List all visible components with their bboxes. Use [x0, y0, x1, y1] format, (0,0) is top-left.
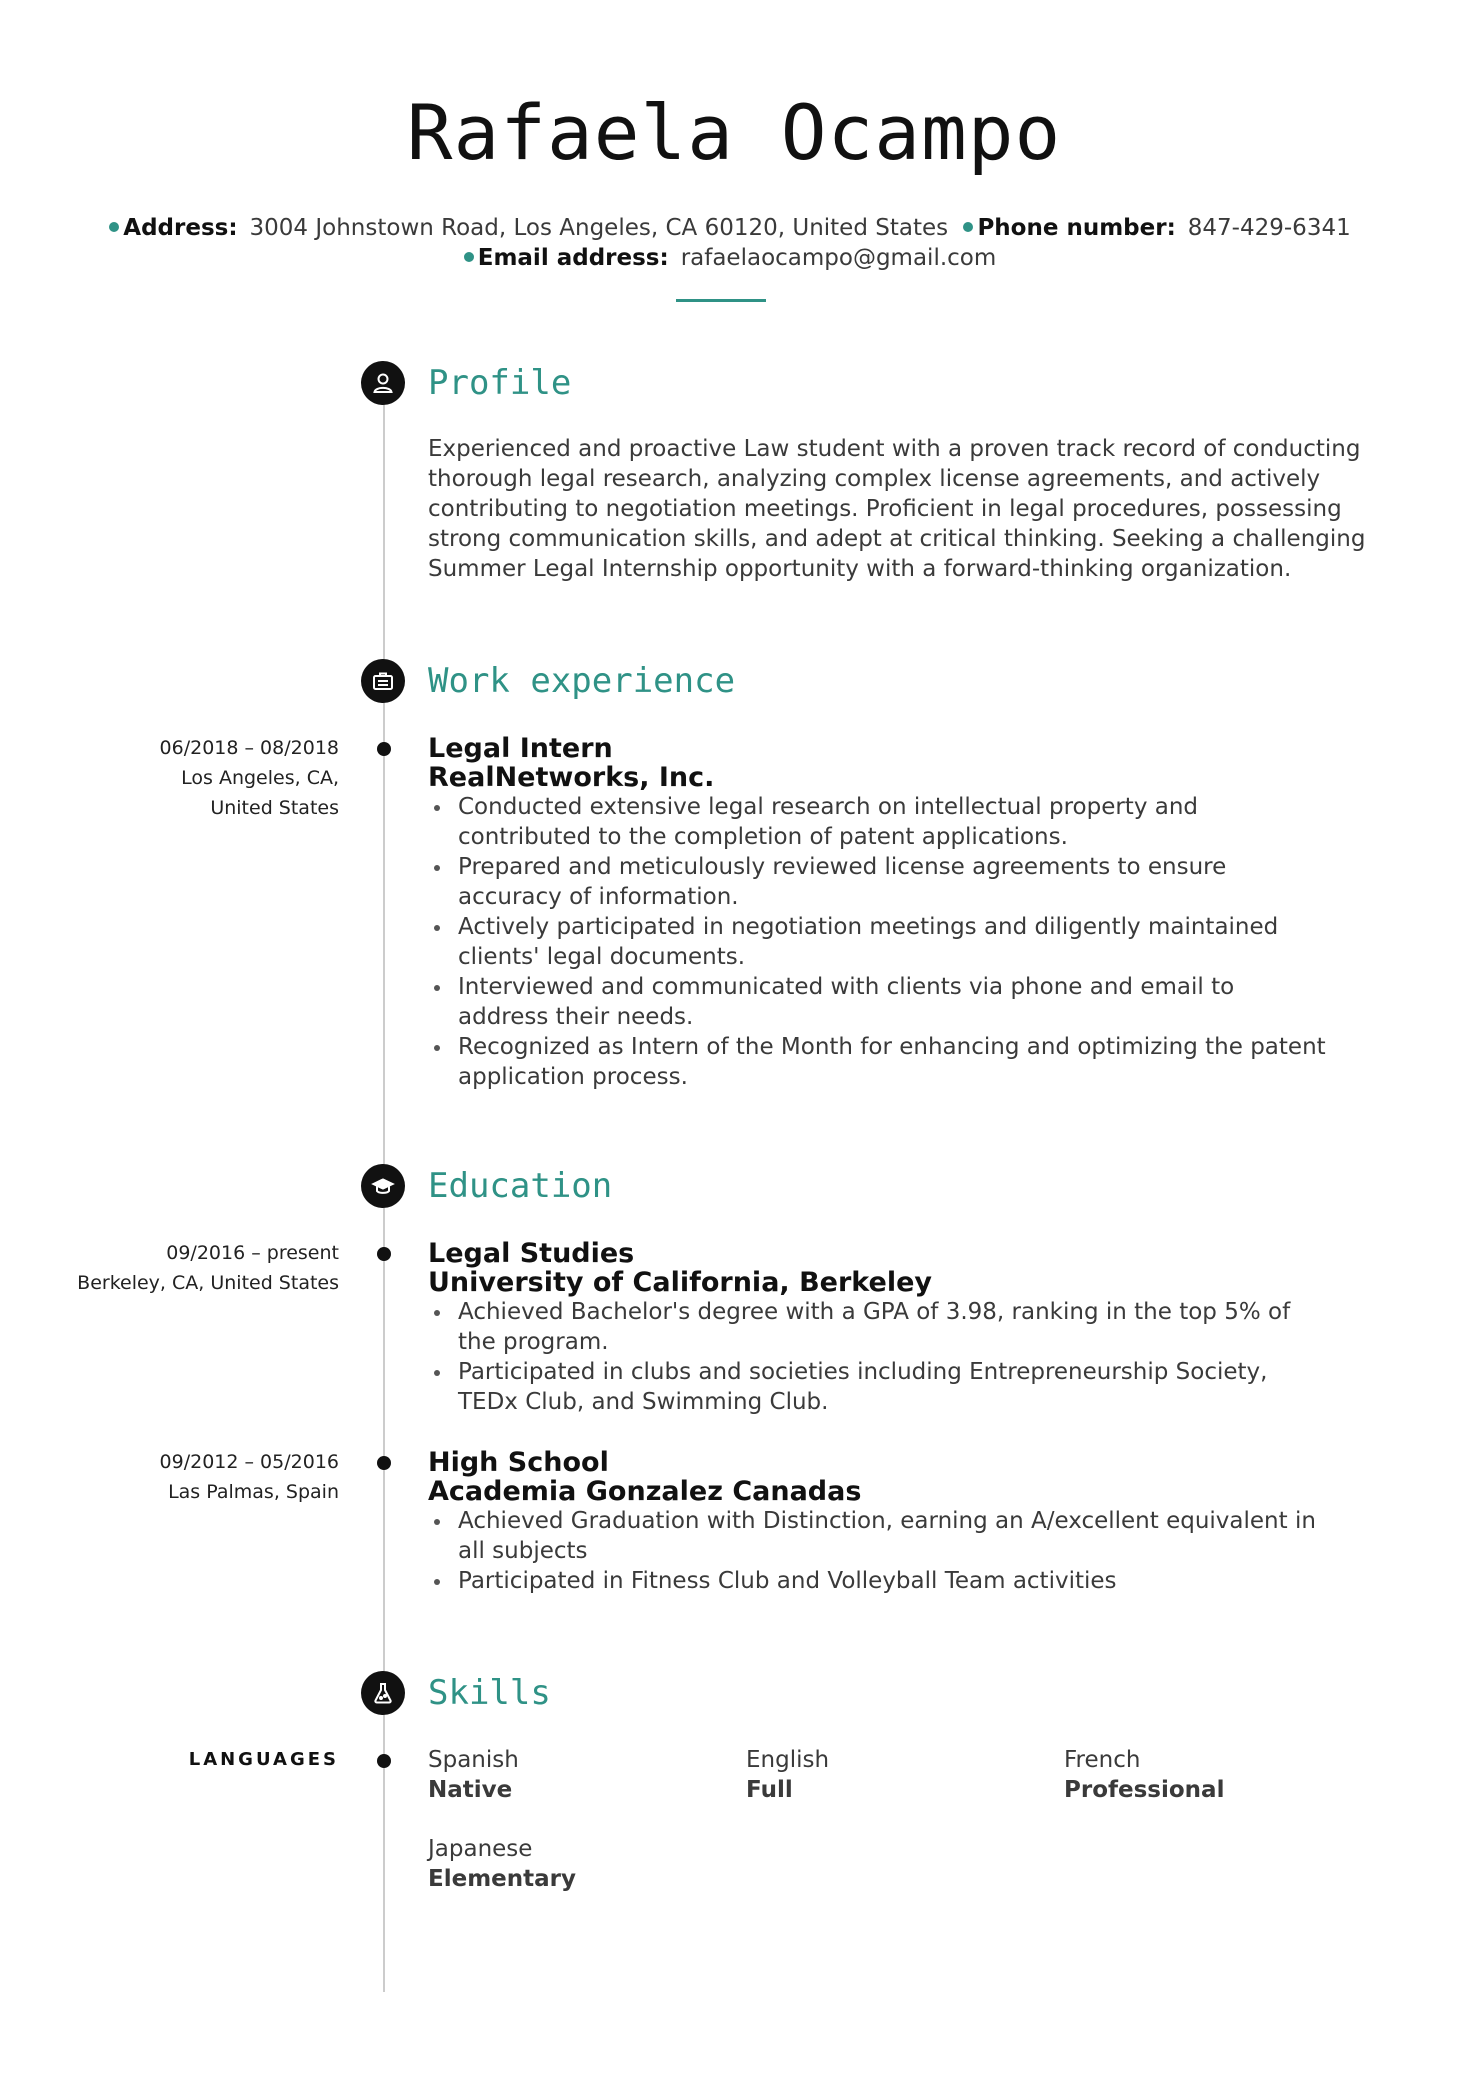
language-name: Japanese — [428, 1836, 533, 1862]
language-item — [428, 1745, 728, 1805]
entry-location: Los Angeles, CA, — [181, 767, 339, 789]
list-item: Interviewed and communicated with clients via phone and email to address their needs. — [458, 972, 1328, 1032]
list-item: Prepared and meticulously reviewed license agreements to ensure accuracy of information. — [458, 852, 1328, 912]
candidate-name: Rafaela Ocampo — [406, 88, 1062, 177]
phone-label: Phone number: — [977, 215, 1176, 241]
bullet-dot-icon — [109, 222, 119, 232]
language-item — [1064, 1745, 1364, 1805]
entry-org: University of California, Berkeley — [428, 1267, 932, 1298]
header-divider — [676, 299, 766, 302]
work-entry-meta — [60, 733, 339, 823]
language-name: Spanish — [428, 1747, 519, 1773]
entry-location: Las Palmas, Spain — [168, 1481, 339, 1503]
entry-bullets — [428, 1506, 1328, 1596]
bullet-dot-icon — [963, 222, 973, 232]
language-level: Native — [428, 1777, 513, 1803]
language-item — [746, 1745, 1046, 1805]
list-item: Recognized as Intern of the Month for enhancing and optimizing the patent application process. — [458, 1032, 1328, 1092]
email-label: Email address: — [477, 245, 669, 271]
section-title-profile: Profile — [428, 363, 572, 403]
list-item: Achieved Bachelor's degree with a GPA of 3.98, ranking in the top 5% of the program. — [458, 1297, 1328, 1357]
timeline-dot — [377, 1456, 391, 1470]
entry-org: RealNetworks, Inc. — [428, 762, 715, 793]
entry-dates: 09/2016 – present — [166, 1242, 339, 1264]
address-label: Address: — [123, 215, 238, 241]
entry-bullets — [428, 792, 1328, 1092]
language-item — [428, 1834, 728, 1894]
language-level: Full — [746, 1777, 793, 1803]
education-entry-meta — [60, 1447, 339, 1507]
entry-bullets — [428, 1297, 1328, 1417]
phone-value: 847-429-6341 — [1187, 215, 1351, 241]
entry-dates: 06/2018 – 08/2018 — [159, 737, 339, 759]
language-level: Elementary — [428, 1866, 576, 1892]
bullet-dot-icon — [464, 252, 474, 262]
address-value: 3004 Johnstown Road, Los Angeles, CA 60120, United States — [249, 215, 949, 241]
list-item: Conducted extensive legal research on intellectual property and contributed to the completion of patent applications. — [458, 792, 1328, 852]
timeline-dot — [377, 1754, 391, 1768]
work-entry — [428, 734, 1328, 1092]
education-entry — [428, 1448, 1328, 1596]
education-entry-meta — [60, 1238, 339, 1298]
entry-org: Academia Gonzalez Canadas — [428, 1476, 862, 1507]
list-item: Actively participated in negotiation meetings and diligently maintained clients' legal documents. — [458, 912, 1328, 972]
entry-role: Legal Studies — [428, 1238, 635, 1269]
timeline-dot — [377, 742, 391, 756]
list-item: Achieved Graduation with Distinction, earning an A/excellent equivalent in all subjects — [458, 1506, 1328, 1566]
briefcase-icon — [361, 659, 405, 703]
entry-location: Berkeley, CA, United States — [77, 1272, 339, 1294]
language-level: Professional — [1064, 1777, 1225, 1803]
education-entry — [428, 1239, 1328, 1417]
section-title-education: Education — [428, 1166, 613, 1206]
contact-line-1 — [0, 213, 1468, 243]
flask-icon — [361, 1671, 405, 1715]
language-name: French — [1064, 1747, 1141, 1773]
graduation-cap-icon — [361, 1164, 405, 1208]
entry-role: High School — [428, 1447, 609, 1478]
contact-line-2 — [0, 243, 1468, 273]
entry-role: Legal Intern — [428, 733, 613, 764]
entry-location: United States — [210, 797, 339, 819]
email-value: rafaelaocampo@gmail.com — [680, 245, 997, 271]
skill-category: LANGUAGES — [188, 1749, 339, 1770]
timeline-dot — [377, 1247, 391, 1261]
section-title-work: Work experience — [428, 661, 736, 701]
user-icon — [361, 361, 405, 405]
profile-text: Experienced and proactive Law student with a proven track record of conducting thorough legal research, analyzing complex license agreements, and actively contributing to negotiation meetings. Proficient in legal procedures, possessing strong communication skills, and adept at critical thinking. Seeking a challenging Summer Legal Internship opportunity with a forward-thinking organization. — [428, 436, 1366, 582]
entry-dates: 09/2012 – 05/2016 — [159, 1451, 339, 1473]
language-name: English — [746, 1747, 830, 1773]
list-item: Participated in Fitness Club and Volleyball Team activities — [458, 1566, 1328, 1596]
list-item: Participated in clubs and societies including Entrepreneurship Society, TEDx Club, and Swimming Club. — [458, 1357, 1328, 1417]
section-title-skills: Skills — [428, 1673, 551, 1713]
